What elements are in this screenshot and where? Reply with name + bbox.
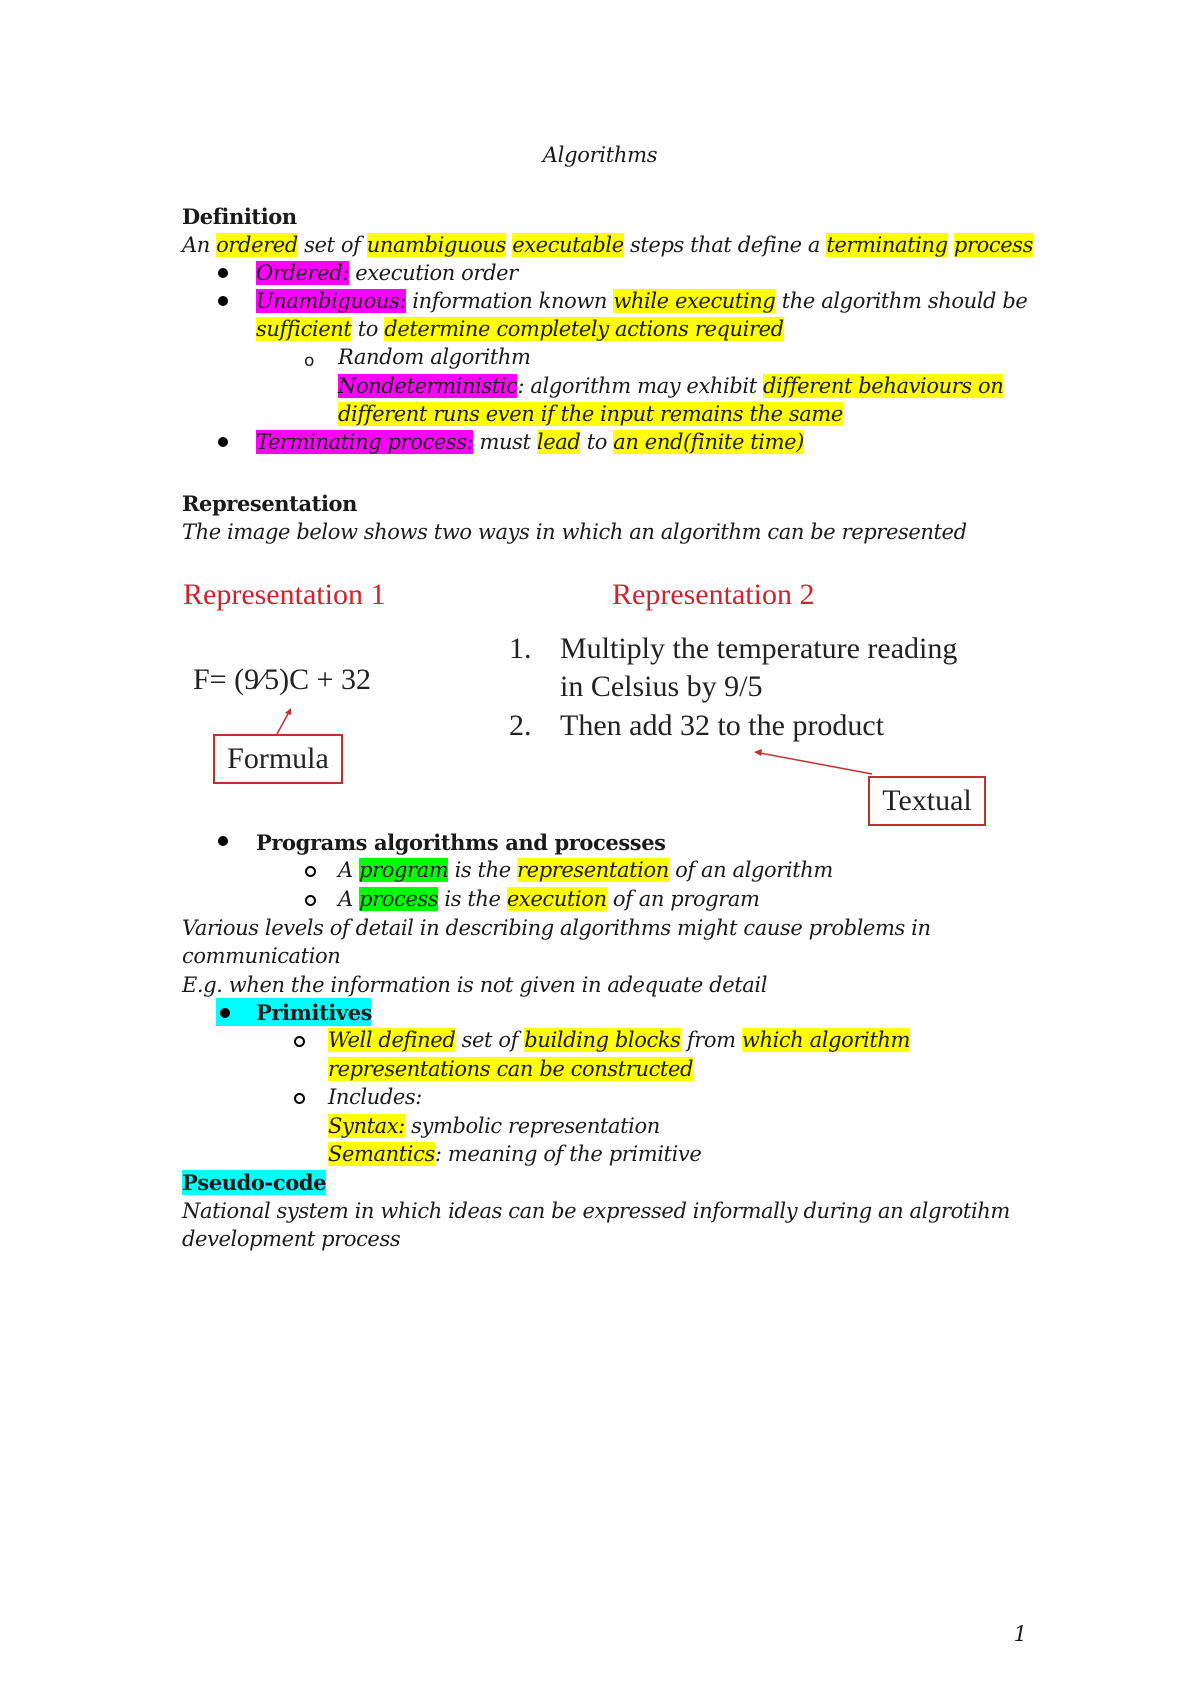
- text: is the: [454, 858, 511, 882]
- highlight: different runs even if the input remains the same: [338, 402, 843, 426]
- arrowhead-icon: [285, 708, 291, 715]
- representation-intro: The image below shows two ways in which an algorithm can be represented: [182, 520, 967, 544]
- page-title: Algorithms: [542, 143, 658, 167]
- text: set of: [461, 1028, 518, 1052]
- text: is the: [444, 887, 501, 911]
- primitives-heading: Primitives: [256, 1000, 373, 1025]
- text: set of: [304, 233, 361, 257]
- highlight: process: [359, 887, 439, 911]
- programs-para2: E.g. when the information is not given in adequate detail: [182, 973, 768, 997]
- highlight: Syntax:: [328, 1114, 405, 1138]
- highlight: Well defined: [328, 1028, 456, 1052]
- step2-number: 2.: [509, 709, 532, 742]
- text: A: [338, 887, 353, 911]
- text: to: [586, 430, 607, 454]
- pseudo-para-cont: development process: [182, 1227, 401, 1251]
- arrowhead-icon: [754, 749, 762, 756]
- highlight: Terminating process:: [256, 430, 474, 454]
- highlight: lead: [536, 430, 581, 454]
- text: of an program: [612, 887, 760, 911]
- formula-arrow: [277, 712, 289, 734]
- highlight: determine completely actions required: [384, 317, 784, 341]
- page-number: 1: [1013, 1622, 1027, 1646]
- text: steps that define a: [630, 233, 821, 257]
- highlight: Nondeterministic: [338, 374, 518, 398]
- sub-bullet-icon: [305, 895, 316, 906]
- highlight: an end(finite time): [613, 430, 804, 454]
- text: symbolic representation: [411, 1114, 660, 1138]
- formula-text: F= (9⁄5)C + 32: [193, 663, 372, 696]
- text: information known: [412, 289, 608, 313]
- programs-sub1: [338, 856, 833, 884]
- definition-heading: Definition: [182, 204, 297, 229]
- highlight: Semantics: [328, 1142, 435, 1166]
- bullet-icon: [218, 836, 228, 846]
- highlight: Ordered:: [256, 261, 349, 285]
- highlight: executable: [512, 233, 624, 257]
- textual-label: Textual: [882, 784, 972, 817]
- programs-para1: Various levels of detail in describing algorithms might cause problems in: [182, 916, 931, 940]
- highlight: unambiguous: [366, 233, 506, 257]
- step1-text-cont: in Celsius by 9/5: [560, 670, 763, 703]
- text: of an algorithm: [675, 858, 833, 882]
- textual-label-box: [868, 776, 986, 826]
- sub-bullet-icon: o: [304, 351, 315, 371]
- highlight: program: [359, 858, 449, 882]
- highlight: building blocks: [524, 1028, 681, 1052]
- sub-bullet-icon: [294, 1036, 305, 1047]
- sub-bullet-icon: [305, 866, 316, 877]
- highlight: terminating: [826, 233, 948, 257]
- programs-sub2: [338, 885, 760, 913]
- formula-label: Formula: [227, 742, 329, 775]
- sub-bullet-random: Random algorithm: [338, 345, 531, 369]
- text: the algorithm should be: [781, 289, 1028, 313]
- text: A: [338, 858, 353, 882]
- text: execution order: [355, 261, 518, 285]
- text: from: [686, 1028, 736, 1052]
- highlight: while executing: [613, 289, 776, 313]
- textual-arrow: [760, 753, 872, 774]
- highlight: different behaviours on: [763, 374, 1004, 398]
- text: to: [357, 317, 379, 341]
- text: : meaning of the primitive: [434, 1142, 702, 1166]
- representation-heading: Representation: [182, 491, 358, 516]
- sub-bullet-icon: [294, 1093, 305, 1104]
- primitives-syntax: [328, 1112, 660, 1140]
- highlight: Pseudo-code: [182, 1170, 327, 1195]
- step2-text: Then add 32 to the product: [560, 709, 885, 742]
- highlight: representations can be constructed: [328, 1057, 694, 1081]
- text: must: [479, 430, 531, 454]
- highlight: Unambiguous:: [256, 289, 407, 313]
- highlight: representation: [517, 858, 669, 882]
- highlight: sufficient: [256, 317, 352, 341]
- primitives-sub2: Includes:: [328, 1085, 422, 1109]
- programs-heading: Programs algorithms and processes: [256, 830, 666, 855]
- pseudo-heading: [182, 1169, 326, 1197]
- pseudo-para: National system in which ideas can be expressed informally during an algrotihm: [182, 1199, 1010, 1223]
- step1-number: 1.: [509, 632, 532, 665]
- formula-label-box: [213, 734, 343, 784]
- rep1-title: Representation 1: [183, 578, 386, 611]
- rep2-title: Representation 2: [612, 578, 815, 611]
- primitives-sub1-cont: [328, 1055, 693, 1083]
- highlight: process: [953, 233, 1033, 257]
- programs-para1-cont: communication: [182, 944, 341, 968]
- primitives-semantics: [328, 1140, 701, 1168]
- highlight: execution: [506, 887, 607, 911]
- primitives-sub1: [328, 1026, 910, 1054]
- step1-text: Multiply the temperature reading: [560, 632, 958, 665]
- highlight: ordered: [216, 233, 298, 257]
- highlight: which algorithm: [741, 1028, 911, 1052]
- bullet-icon: [220, 1008, 230, 1018]
- text: : algorithm may exhibit: [517, 374, 757, 398]
- text: An: [182, 233, 210, 257]
